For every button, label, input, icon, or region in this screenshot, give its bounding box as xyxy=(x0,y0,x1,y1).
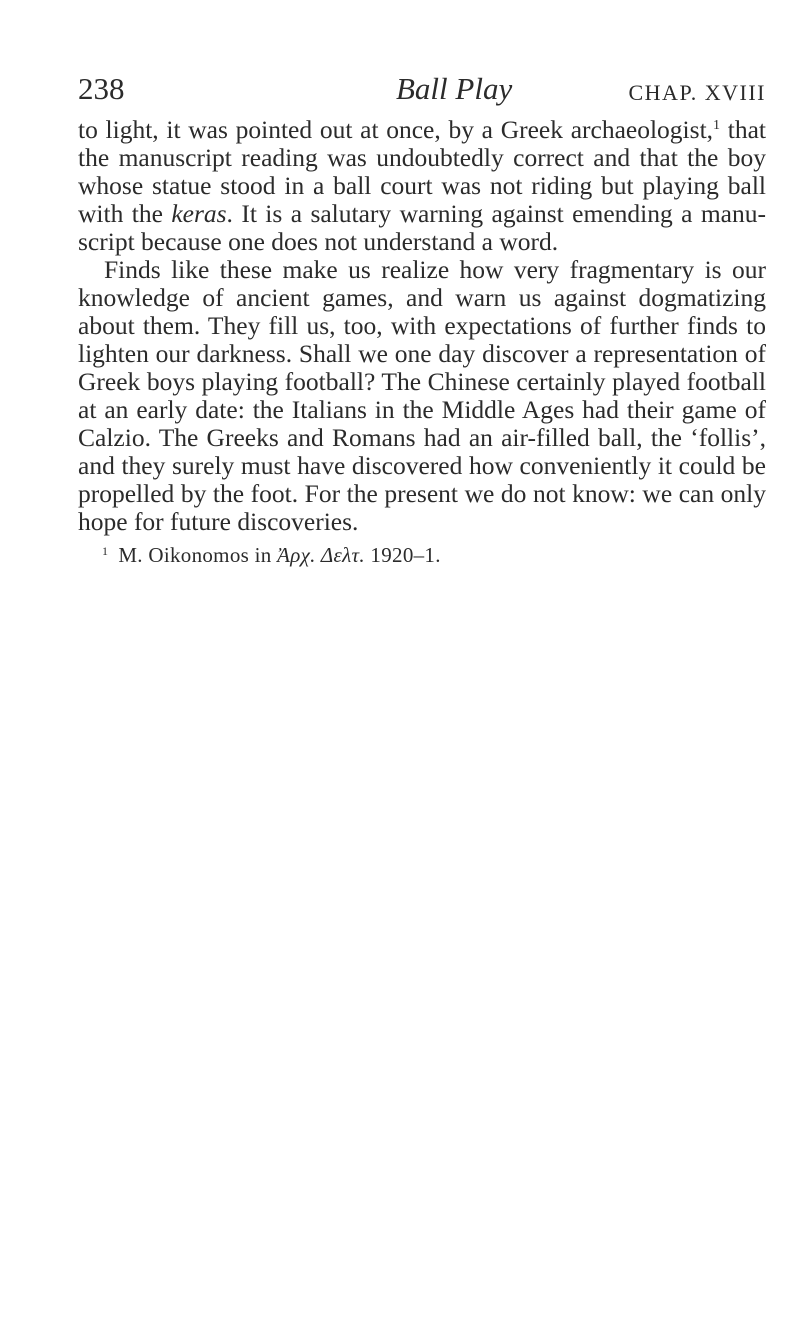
paragraph-1-part-3: . It is a salutary warning against emending a manu-script because one does not understand a word. xyxy=(78,199,766,256)
footnote xyxy=(78,542,766,568)
footnote-year: 1920–1. xyxy=(364,543,441,567)
running-head xyxy=(78,72,766,116)
keras-term: keras xyxy=(171,199,227,228)
paragraph-1 xyxy=(78,116,766,256)
footnote-reference: 1 xyxy=(713,118,721,133)
paragraph-1-part-2: that the manuscript reading was undoubtedly correct and that the boy whose statue stood in a ball court was not riding but playing ball with the xyxy=(78,115,766,228)
page-number: 238 xyxy=(78,71,125,106)
paragraph-2: Finds like these make us realize how very fragmentary is our knowledge of ancient games, and warn us against dogmatizing about them. They fill us, too, with expectations of further finds to lighten our darkness. Shall we one day discover a representation of Greek boys playing football? The Chinese certainly played football at an early date: the Italians in the Middle Ages had their game of Calzio. The Greeks and Romans had an air-filled ball, the ‘follis’, and they surely must have discovered how conveniently it could be propelled by the foot. For the present we do not know: we can only hope for future discoveries. xyxy=(78,255,766,536)
book-page xyxy=(78,72,766,568)
footnote-marker: 1 xyxy=(102,544,109,558)
chapter-label: CHAP. XVIII xyxy=(628,80,766,105)
footnote-author: M. Oikonomos in xyxy=(118,543,278,567)
footnote-journal: Ἀρχ. Δελτ. xyxy=(277,543,365,567)
body-text xyxy=(78,116,766,536)
paragraph-1-part-1: to light, it was pointed out at once, by a Greek archaeologist, xyxy=(78,115,714,144)
running-title: Ball Play xyxy=(396,71,513,106)
